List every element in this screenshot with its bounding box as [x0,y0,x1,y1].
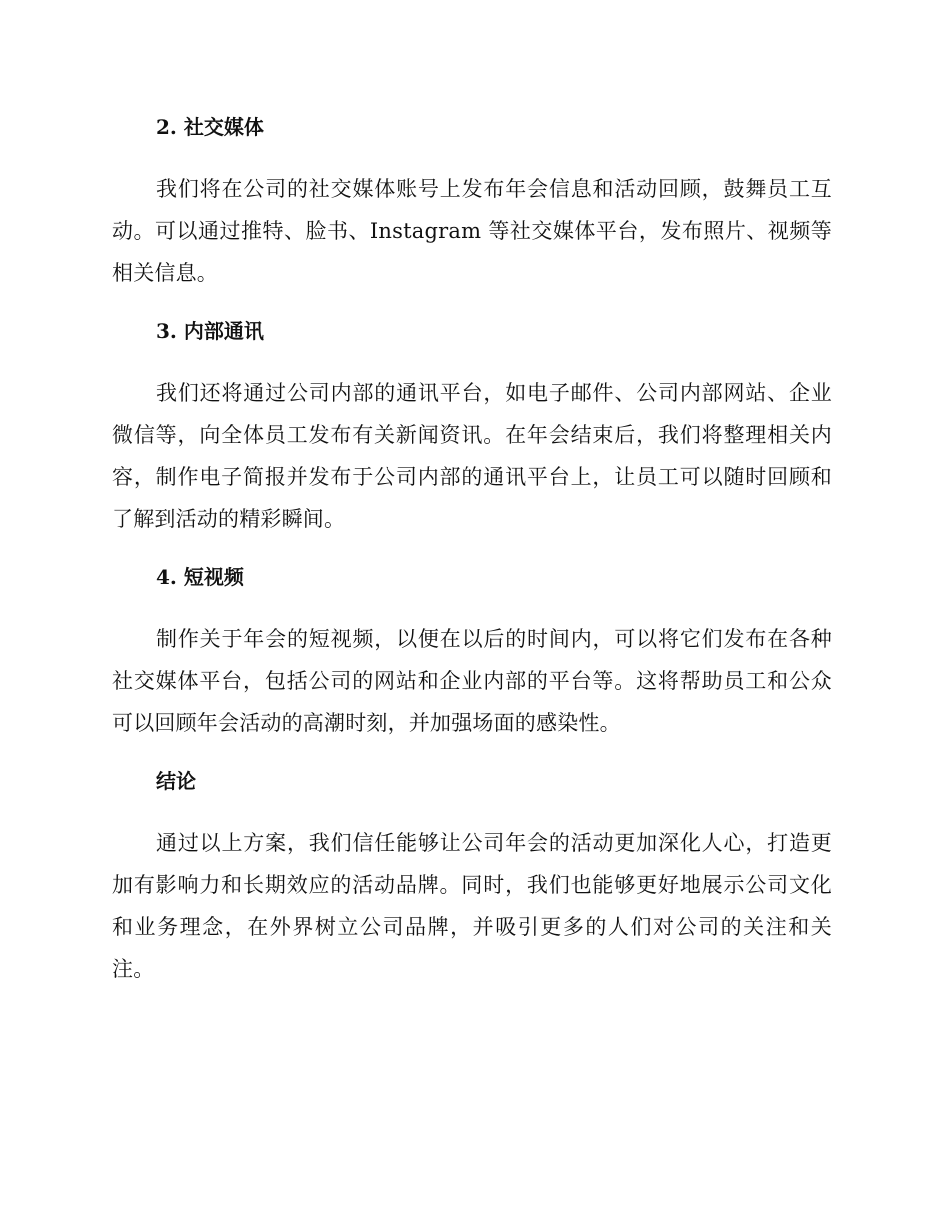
section-paragraph-social-media: 我们将在公司的社交媒体账号上发布年会信息和活动回顾，鼓舞员工互动。可以通过推特、脸书、Instagram 等社交媒体平台，发布照片、视频等相关信息。 [112,177,832,285]
document-body [112,112,832,990]
section-paragraph-short-video: 制作关于年会的短视频，以便在以后的时间内，可以将它们发布在各种社交媒体平台，包括公司的网站和企业内部的平台等。这将帮助员工和公众可以回顾年会活动的高潮时刻，并加强场面的感染性。 [112,627,832,735]
section-heading-conclusion: 结论 [156,769,196,793]
section-paragraph-internal-communication: 我们还将通过公司内部的通讯平台，如电子邮件、公司内部网站、企业微信等，向全体员工发布有关新闻资讯。在年会结束后，我们将整理相关内容，制作电子简报并发布于公司内部的通讯平台上，让员工可以随时回顾和了解到活动的精彩瞬间。 [112,381,832,531]
section-heading-short-video: 4. 短视频 [156,565,244,589]
section-heading-internal-communication: 3. 内部通讯 [156,319,264,343]
section-paragraph-conclusion: 通过以上方案，我们信任能够让公司年会的活动更加深化人心，打造更加有影响力和长期效应的活动品牌。同时，我们也能够更好地展示公司文化和业务理念，在外界树立公司品牌，并吸引更多的人们对公司的关注和关注。 [112,831,832,981]
section-heading-social-media: 2. 社交媒体 [156,115,264,139]
